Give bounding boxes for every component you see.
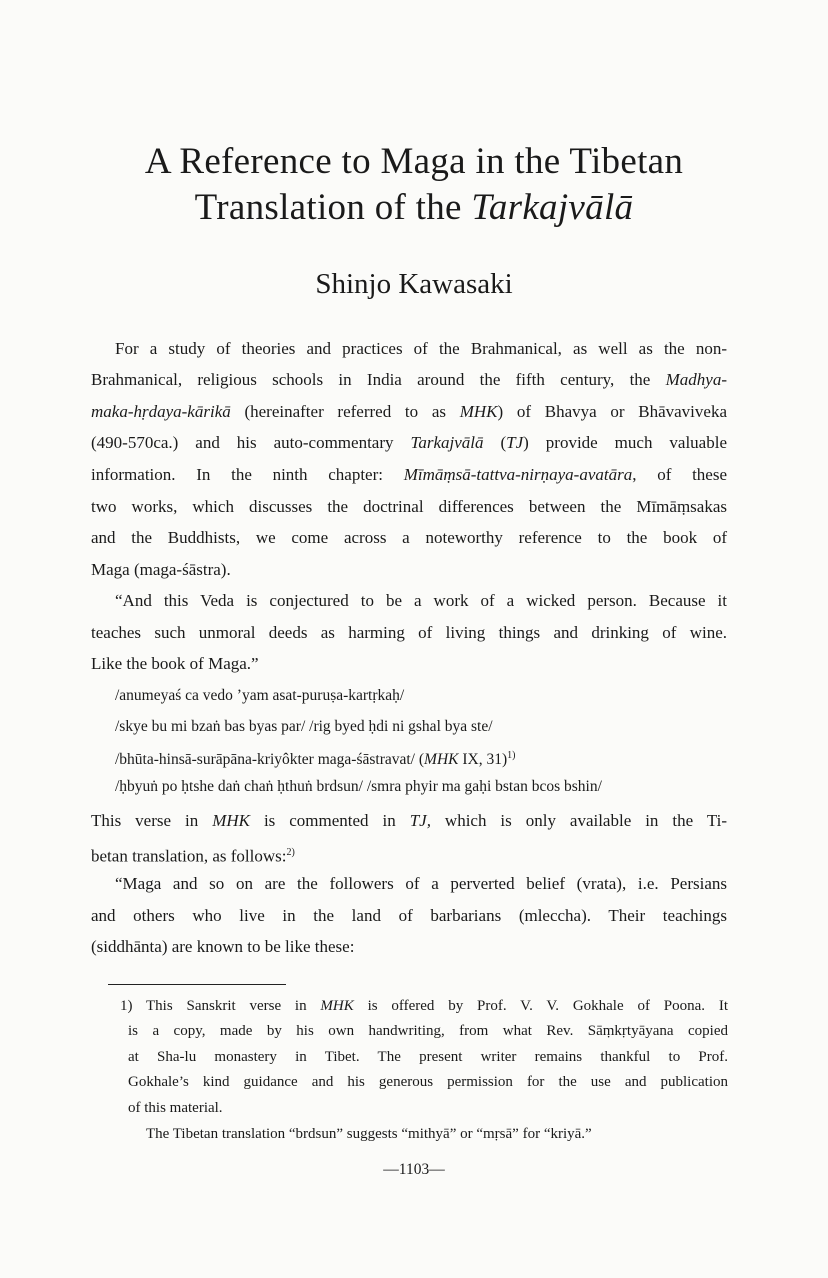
para1-line-2-text: Brahmanical, religious schools in India around the fifth century, the [91,370,666,389]
para1-line-3-italic: maka-hṛdaya-kārikā [91,402,231,421]
footnote-1-line-1-end: is offered by Prof. V. V. Gokhale of Poona. It [353,998,728,1014]
footnote-1-line-1 [146,996,728,1016]
para1-line-5-end: , of these [632,465,727,484]
para1-line-4-italic: Tarkajvālā [410,433,484,452]
para2-line-2-text: betan translation, as follows: [91,846,287,866]
footnote-1-line-4: Gokhale’s kind guidance and his generous permission for the use and publication [128,1074,728,1090]
author-name: Shinjo Kawasaki [315,268,513,300]
quote1-line-2: teaches such unmoral deeds as harming of living things and drinking of wine. [91,623,727,642]
para1-line-4-text: (490-570ca.) and his auto-commentary [91,433,411,452]
footnote-ref-2: 2) [286,847,295,858]
title-work-name: Tarkajvālā [471,187,634,228]
verse-line-3 [115,745,751,771]
para2-tj: TJ, [409,811,431,830]
quote2-line-2: and others who live in the land of barbarians (mleccha). Their teachings [91,906,727,925]
para1-line-2 [91,369,727,391]
footnote-1-mhk: MHK [320,998,354,1014]
footnote-1-line-2: is a copy, made by his own handwriting, from what Rev. Sāṃkṛtyāyana copied [128,1023,728,1039]
para1-line-6: two works, which discusses the doctrinal differences between the Mīmāṃsakas [91,497,727,516]
verse-mhk: MHK [424,751,459,769]
para2-line-2 [91,842,727,868]
footnote-1-line-1-text: This Sanskrit verse in [146,998,321,1014]
para1-line-4-end: ) provide much valuable [523,433,727,452]
footnote-1-line-3: at Sha-lu monastery in Tibet. The present writer remains thankful to Prof. [128,1049,728,1065]
quote2-line-1: “Maga and so on are the followers of a perverted belief (vrata), i.e. Persians [115,874,727,893]
title-line-1 [0,140,828,184]
para1-line-8: Maga (maga-śāstra). [91,560,231,579]
title-line-1-text: A Reference to Maga in the Tibetan [144,141,684,182]
verse-line-4: /ḥbyuṅ po ḥtshe daṅ chaṅ ḥthuṅ brdsun/ /smra phyir ma gaḥi bstan bcos bshin/ [115,778,602,795]
para1-mhk: MHK [459,402,498,421]
verse-line-1: /anumeyaś ca vedo ’yam asat-puruṣa-kartṛkaḥ/ [115,687,405,704]
footnote-ref-1: 1) [507,750,516,761]
para2-line-1-mid: is commented in [249,811,410,830]
footnote-1-line-5: of this material. [128,1100,223,1116]
para1-line-5-text: information. In the ninth chapter: [91,465,404,484]
para1-tj: TJ [506,433,524,452]
para1-line-4 [91,432,727,454]
verse-line-3-ref: IX, 31) [458,751,508,769]
para1-line-7: and the Buddhists, we come across a noteworthy reference to the book of [91,528,727,547]
para1-line-1: For a study of theories and practices of the Brahmanical, as well as the non- [115,339,727,358]
para1-line-3-end: ) of Bhavya or Bhāvaviveka [497,402,727,421]
para2-line-1 [91,810,727,832]
verse-line-2: /skye bu mi bzaṅ bas byas par/ /rig byed ḥdi ni gshal bya ste/ [115,718,493,735]
quote1-line-1: “And this Veda is conjectured to be a work of a wicked person. Because it [115,591,727,610]
para1-line-3 [91,401,727,423]
verse-line-3-text: /bhūta-hinsā-surāpāna-kriyôkter maga-śāstravat/ ( [115,751,425,769]
para2-mhk: MHK [212,811,250,830]
title-line-2-text: Translation of the [194,187,472,228]
para1-line-3-text: (hereinafter referred to as [230,402,460,421]
para1-chapter-title: Mīmāṃsā-tattva-nirṇaya-avatāra [403,465,633,484]
para1-line-2-italic: Madhya- [665,370,727,389]
para1-line-5 [91,464,727,486]
footnote-1-marker: 1) [120,998,133,1014]
page-number: —1103— [383,1161,445,1178]
footnote-2: The Tibetan translation “brdsun” suggests “mithyā” or “mṛsā” for “kriyā.” [146,1126,592,1142]
para1-line-4-paren: ( [483,433,507,452]
para2-line-1-text: This verse in [91,811,213,830]
quote1-line-3: Like the book of Maga.” [91,654,259,673]
para2-line-1-end: which is only available in the Ti- [430,811,727,830]
title-line-2 [0,186,828,230]
footnote-divider [108,984,286,985]
quote2-line-3: (siddhānta) are known to be like these: [91,937,355,956]
